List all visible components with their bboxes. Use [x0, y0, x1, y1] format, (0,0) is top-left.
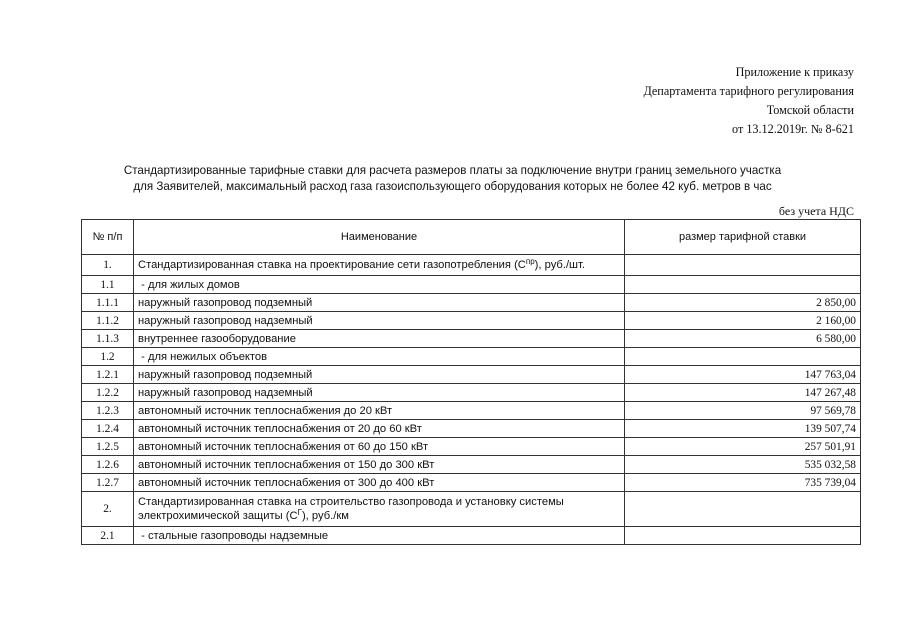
table-row: [82, 384, 861, 402]
row-name-suffix: ), руб./шт.: [534, 259, 586, 271]
row-name-text: Стандартизированная ставка на проектирование сети газопотребления (C: [138, 259, 526, 271]
row-name: внутреннее газооборудование: [134, 330, 625, 348]
row-rate-value: 97 569,78: [625, 402, 861, 420]
row-name-text: электрохимической защиты (C: [138, 510, 298, 522]
tariff-table: [81, 219, 861, 545]
row-name: автономный источник теплоснабжения от 300 до 400 кВт: [134, 474, 625, 492]
column-header-name: Наименование: [134, 220, 625, 255]
row-number: 1.2.5: [82, 438, 134, 456]
row-number: 1.2.7: [82, 474, 134, 492]
row-name-line-1: Стандартизированная ставка на строительство газопровода и установку системы: [138, 496, 564, 508]
row-rate-value: [625, 255, 861, 276]
row-name: автономный источник теплоснабжения от 150 до 300 кВт: [134, 456, 625, 474]
table-body: [82, 255, 861, 545]
row-number: 1.2.6: [82, 456, 134, 474]
row-name: автономный источник теплоснабжения от 20 до 60 кВт: [134, 420, 625, 438]
row-rate-value: 147 267,48: [625, 384, 861, 402]
table-row: [82, 456, 861, 474]
row-rate-value: 257 501,91: [625, 438, 861, 456]
row-number: 1.1.2: [82, 312, 134, 330]
row-rate-value: 2 160,00: [625, 312, 861, 330]
row-number: 1.1.1: [82, 294, 134, 312]
row-name: наружный газопровод подземный: [134, 294, 625, 312]
row-rate-value: 2 850,00: [625, 294, 861, 312]
row-number: 1.2: [82, 348, 134, 366]
row-rate-value: [625, 492, 861, 527]
row-name: - для нежилых объектов: [134, 348, 625, 366]
row-number: 2.1: [82, 527, 134, 545]
table-row: [82, 255, 861, 276]
column-header-number: № п/п: [82, 220, 134, 255]
row-name-superscript: Г: [297, 508, 302, 517]
row-name: [134, 492, 625, 527]
table-row: [82, 330, 861, 348]
table-row: [82, 438, 861, 456]
table-row: [82, 366, 861, 384]
document-header: [643, 63, 854, 139]
table-row: [82, 420, 861, 438]
row-number: 1.1: [82, 276, 134, 294]
title-line-1: Стандартизированные тарифные ставки для расчета размеров платы за подключение внутри границ земельного участка: [123, 164, 782, 177]
header-line-order-date: от 13.12.2019г. № 8-621: [732, 122, 854, 136]
row-rate-value: [625, 348, 861, 366]
table-row: [82, 348, 861, 366]
table-row: [82, 402, 861, 420]
row-number: 1.2.3: [82, 402, 134, 420]
row-number: 1.: [82, 255, 134, 276]
row-number: 2.: [82, 492, 134, 527]
table-row: [82, 492, 861, 527]
row-name: наружный газопровод подземный: [134, 366, 625, 384]
row-rate-value: 6 580,00: [625, 330, 861, 348]
row-name: - стальные газопроводы надземные: [134, 527, 625, 545]
row-rate-value: [625, 276, 861, 294]
row-name: наружный газопровод надземный: [134, 384, 625, 402]
row-number: 1.2.1: [82, 366, 134, 384]
header-line-department: Департамента тарифного регулирования: [643, 84, 854, 98]
row-number: 1.1.3: [82, 330, 134, 348]
row-rate-value: 735 739,04: [625, 474, 861, 492]
row-name: наружный газопровод надземный: [134, 312, 625, 330]
row-name-suffix: ), руб./км: [301, 510, 349, 522]
table-row: [82, 527, 861, 545]
header-line-region: Томской области: [766, 103, 854, 117]
row-rate-value: [625, 527, 861, 545]
table-row: [82, 276, 861, 294]
document-title: [0, 163, 905, 195]
title-line-2: для Заявителей, максимальный расход газа газоиспользующего оборудования которых не более 42 куб. метров в час: [133, 180, 772, 193]
row-rate-value: 535 032,58: [625, 456, 861, 474]
row-rate-value: 147 763,04: [625, 366, 861, 384]
row-name-superscript: пр: [525, 257, 535, 266]
header-line-appendix: Приложение к приказу: [735, 65, 854, 79]
column-header-rate: размер тарифной ставки: [625, 220, 861, 255]
vat-note: без учета НДС: [778, 204, 854, 218]
row-name: - для жилых домов: [134, 276, 625, 294]
row-name-line-2: [138, 509, 620, 523]
table-row: [82, 312, 861, 330]
table-row: [82, 294, 861, 312]
row-number: 1.2.4: [82, 420, 134, 438]
row-name: автономный источник теплоснабжения от 60 до 150 кВт: [134, 438, 625, 456]
row-name: [134, 255, 625, 276]
table-row: [82, 474, 861, 492]
table-header-row: [82, 220, 861, 255]
row-rate-value: 139 507,74: [625, 420, 861, 438]
row-name: автономный источник теплоснабжения до 20 кВт: [134, 402, 625, 420]
row-number: 1.2.2: [82, 384, 134, 402]
